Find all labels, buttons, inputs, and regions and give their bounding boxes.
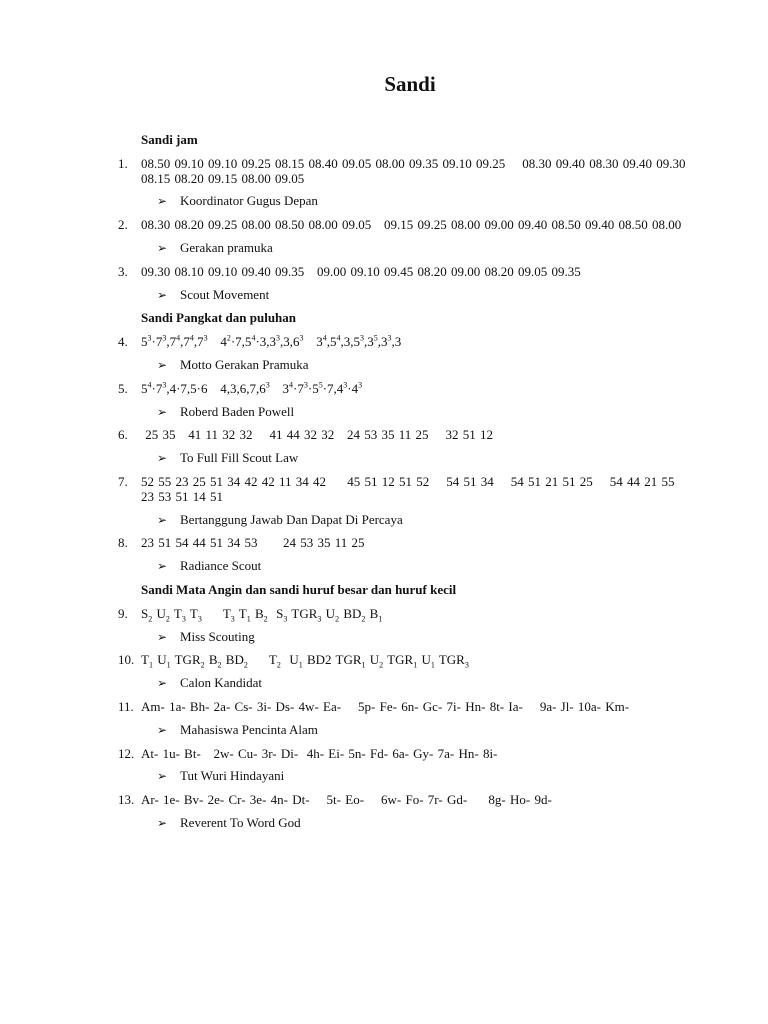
section-heading: Sandi Mata Angin dan sandi huruf besar dan huruf kecil: [141, 581, 457, 597]
answer-text: Koordinator Gugus Depan: [180, 193, 318, 209]
cipher-text: $T_1$ $U_1$ $TGR_2$ $B_2$ $BD_2$ $T_2$ $U_1$ BD2 $TGR_1$ $U_2$ $TGR_1$ $U_1$ $TGR_3$: [141, 652, 469, 670]
cipher-text: $S_2$ $U_2$ $T_3$ $T_3$ $T_3$ $T_1$ $B_2$ $S_3$ $TGR_3$ $U_2$ $BD_2$ $B_1$: [141, 605, 383, 624]
cipher-item: [118, 793, 688, 808]
answer-row: [157, 769, 688, 784]
arrow-bullet-icon: ➢: [157, 404, 168, 419]
item-number: 12.: [118, 745, 135, 761]
page-title: Sandi: [384, 72, 436, 96]
arrow-bullet-icon: ➢: [157, 722, 168, 737]
cipher-item: [118, 218, 688, 233]
answer-row: [157, 559, 688, 574]
answer-row: [157, 816, 688, 831]
answer-text: Scout Movement: [180, 286, 270, 302]
cipher-text: Ar- 1e- Bv- 2e- Cr- 3e- 4n- Dt- 5t- Eo- 6w- Fo- 7r- Gd- 8g- Ho- 9d-: [141, 792, 552, 808]
answer-row: [157, 405, 688, 420]
answer-text: Calon Kandidat: [180, 675, 262, 691]
arrow-bullet-icon: ➢: [157, 769, 168, 784]
answer-row: [157, 630, 688, 645]
answer-row: [157, 241, 688, 256]
cipher-text: 25 35 41 11 32 32 41 44 32 32 24 53 35 11 25 32 51 12: [141, 427, 494, 443]
arrow-bullet-icon: ➢: [157, 676, 168, 691]
item-number: 5.: [118, 380, 128, 396]
item-number: 2.: [118, 217, 128, 233]
cipher-item: [118, 536, 688, 551]
cipher-item: [118, 607, 688, 622]
section-heading: Sandi jam: [141, 132, 198, 147]
item-number: 8.: [118, 535, 128, 551]
item-number: 1.: [118, 155, 128, 171]
arrow-bullet-icon: ➢: [157, 240, 168, 255]
cipher-item: [118, 700, 688, 715]
item-number: 6.: [118, 427, 128, 443]
cipher-text: 52 55 23 25 51 34 42 42 11 34 42 45 51 12 51 52 54 51 34 54 51 21 51 25 54 44 21 55 23 53 51 14 51: [141, 473, 679, 504]
answer-text: Roberd Baden Powell: [180, 403, 295, 419]
cipher-text: 08.50 09.10 09.10 09.25 08.15 08.40 09.05 08.00 09.35 09.10 09.25 08.30 09.40 08.30 09.40 09.30 08.15 08.20 09.15 08.00 09.05: [141, 155, 703, 186]
item-number: 3.: [118, 263, 128, 279]
answer-row: [157, 723, 688, 738]
arrow-bullet-icon: ➢: [157, 559, 168, 574]
answer-row: [157, 676, 688, 691]
answer-row: [157, 451, 688, 466]
cipher-text: At- 1u- Bt- 2w- Cu- 3r- Di- 4h- Ei- 5n- Fd- 6a- Gy- 7a- Hn- 8i-: [141, 745, 498, 761]
cipher-text: Am- 1a- Bh- 2a- Cs- 3i- Ds- 4w- Ea- 5p- Fe- 6n- Gc- 7i- Hn- 8t- Ia- 9a- Jl- 10a- Km-: [141, 698, 630, 714]
answer-text: To Full Fill Scout Law: [180, 450, 299, 466]
cipher-item: [118, 382, 688, 397]
answer-row: [157, 194, 688, 209]
cipher-item: [118, 265, 688, 280]
cipher-text: 09.30 08.10 09.10 09.40 09.35 09.00 09.10 09.45 08.20 09.00 08.20 09.05 09.35: [141, 263, 581, 279]
arrow-bullet-icon: ➢: [157, 512, 168, 527]
item-number: 13.: [118, 792, 135, 808]
arrow-bullet-icon: ➢: [157, 194, 168, 209]
item-number: 11.: [118, 698, 134, 714]
cipher-text: 08.30 08.20 09.25 08.00 08.50 08.00 09.05 09.15 09.25 08.00 09.00 09.40 08.50 09.40 08.50 08.00: [141, 217, 682, 233]
arrow-bullet-icon: ➢: [157, 451, 168, 466]
cipher-text: $5^3\cdot 7^3,7^4,7^4,7^3$ $4^2\cdot 7,5^4\cdot 3,3^3,3,6^3$ $3^4,5^4,3,5^3,3^5,3^3,3$: [141, 333, 402, 350]
answer-text: Tut Wuri Hindayani: [180, 768, 285, 784]
item-number: 9.: [118, 605, 128, 621]
cipher-item: [118, 155, 703, 187]
arrow-bullet-icon: ➢: [157, 357, 168, 372]
cipher-text: $5^4\cdot 7^3,4\cdot 7,5\cdot 6$ 4,3,6,7,6$^3$ $3^4\cdot 7^3\cdot 5^5\cdot 7,4^3\cdot 4^3$: [141, 380, 363, 396]
answer-text: Radiance Scout: [180, 558, 262, 574]
cipher-item: [118, 428, 688, 443]
section-heading: Sandi Pangkat dan puluhan: [141, 310, 297, 326]
answer-text: Motto Gerakan Pramuka: [180, 356, 309, 372]
answer-text: Bertanggung Jawab Dan Dapat Di Percaya: [180, 511, 403, 527]
answer-row: [157, 513, 688, 528]
cipher-item: [118, 475, 688, 505]
answer-text: Gerakan pramuka: [180, 239, 273, 255]
answer-text: Reverent To Word God: [180, 814, 301, 830]
cipher-item: [118, 747, 688, 762]
item-number: 7.: [118, 473, 128, 489]
cipher-text: 23 51 54 44 51 34 53 24 53 35 11 25: [141, 535, 365, 551]
answer-row: [157, 288, 688, 303]
arrow-bullet-icon: ➢: [157, 629, 168, 644]
answer-row: [157, 358, 688, 373]
cipher-item: [118, 335, 688, 350]
document-content: [118, 132, 703, 840]
arrow-bullet-icon: ➢: [157, 815, 168, 830]
item-number: 10.: [118, 652, 135, 668]
item-number: 4.: [118, 334, 128, 350]
answer-text: Miss Scouting: [180, 628, 255, 644]
cipher-item: [118, 653, 688, 668]
answer-text: Mahasiswa Pencinta Alam: [180, 721, 318, 737]
arrow-bullet-icon: ➢: [157, 287, 168, 302]
